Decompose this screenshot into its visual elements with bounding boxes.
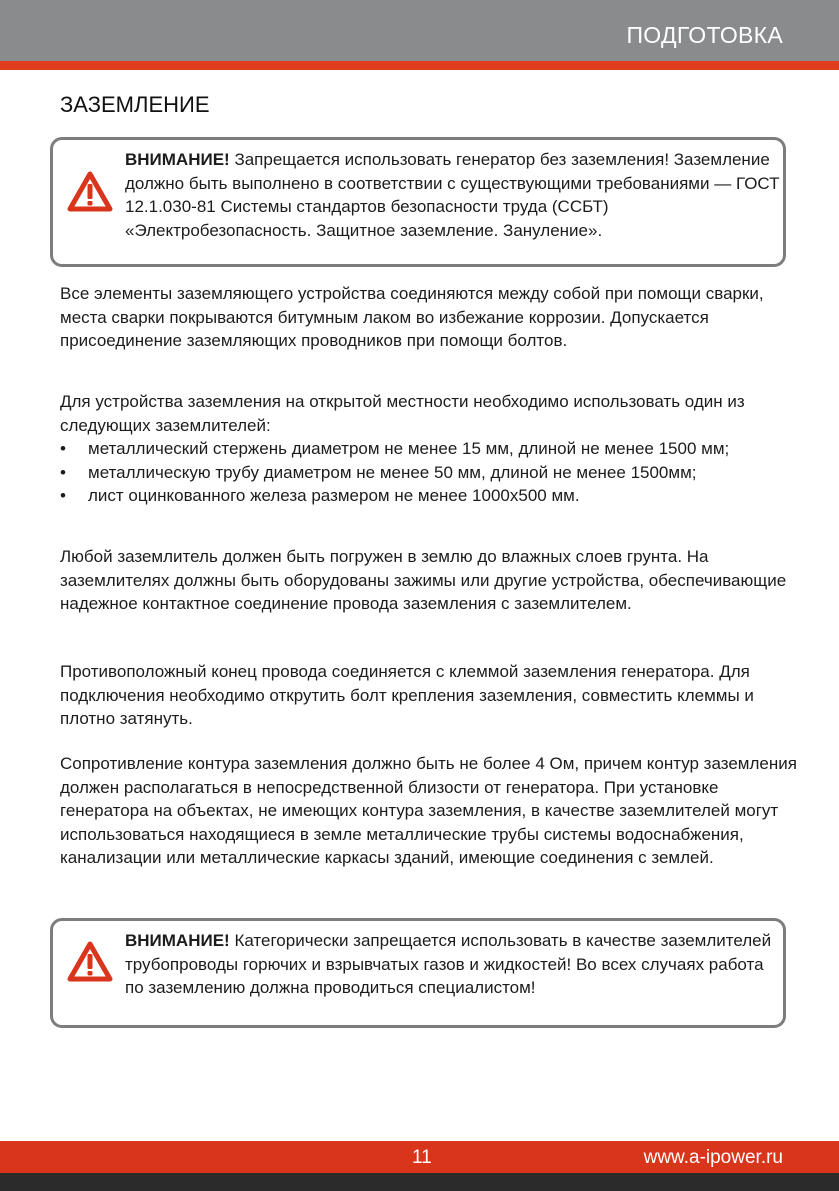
header-bar bbox=[0, 0, 839, 61]
grounding-options-list bbox=[60, 437, 800, 508]
footer-bottom-strip bbox=[0, 1173, 839, 1191]
list-item: • металлический стержень диаметром не менее 15 мм, длиной не менее 1500 мм; bbox=[60, 437, 800, 461]
warning-triangle-icon bbox=[67, 941, 113, 983]
paragraph-immersion: Любой заземлитель должен быть погружен в землю до влажных слоев грунта. На заземлителях должны быть оборудованы зажимы или другие устройства, обеспечивающие надежное контактное соединение провода заземления с заземлителем. bbox=[60, 547, 787, 613]
paragraph-welding: Все элементы заземляющего устройства соединяются между собой при помощи сварки, места сварки покрываются битумным лаком во избежание коррозии. Допускается присоединение заземляющих проводников при помощи болтов. bbox=[60, 284, 764, 350]
paragraph-resistance: Сопротивление контура заземления должно быть не более 4 Ом, причем контур заземления должен располагаться в непосредственной близости от генератора. При установке генератора на объектах, не имеющих контура заземления, в качестве заземлителей могут использоваться находящиеся в земле металлические трубы системы водоснабжения, канализации или металлические каркасы зданий, имеющие соединения с землей. bbox=[60, 754, 797, 867]
list-item: • металлическую трубу диаметром не менее 50 мм, длиной не менее 1500мм; bbox=[60, 461, 800, 485]
website-link[interactable]: www.a-ipower.ru bbox=[643, 1147, 783, 1168]
warning-body-1: Запрещается использовать генератор без заземления! Заземление должно быть выполнено в соответствии с существующими требованиями — ГОСТ 12.1.030-81 Системы стандартов безопасности труда (ССБТ) «Электробезопасность. Защитное заземление. Зануление». bbox=[125, 150, 780, 240]
warning-text-2 bbox=[125, 929, 785, 1000]
warning-body-2: Категорически запрещается использовать в качестве заземлителей трубопроводы горючих и взрывчатых газов и жидкостей! Во всех случаях работа по заземлению должна проводиться специалистом! bbox=[125, 931, 772, 997]
list-item: • лист оцинкованного железа размером не менее 1000х500 мм. bbox=[60, 484, 800, 508]
paragraph-open-area: Для устройства заземления на открытой местности необходимо использовать один из следующих заземлителей: bbox=[60, 392, 745, 435]
warning-label-2: ВНИМАНИЕ! bbox=[125, 931, 230, 950]
header-accent-stripe bbox=[0, 61, 839, 70]
warning-box-1 bbox=[50, 137, 786, 267]
warning-label-1: ВНИМАНИЕ! bbox=[125, 150, 230, 169]
warning-triangle-icon bbox=[67, 171, 113, 213]
warning-box-2 bbox=[50, 918, 786, 1028]
section-title: ЗАЗЕМЛЕНИЕ bbox=[60, 92, 210, 117]
header-title: ПОДГОТОВКА bbox=[626, 22, 783, 48]
warning-text-1 bbox=[125, 148, 785, 242]
paragraph-terminal: Противоположный конец провода соединяется с клеммой заземления генератора. Для подключения необходимо открутить болт крепления заземления, совместить клеммы и плотно затянуть. bbox=[60, 662, 754, 728]
page-number: 11 bbox=[412, 1147, 432, 1168]
